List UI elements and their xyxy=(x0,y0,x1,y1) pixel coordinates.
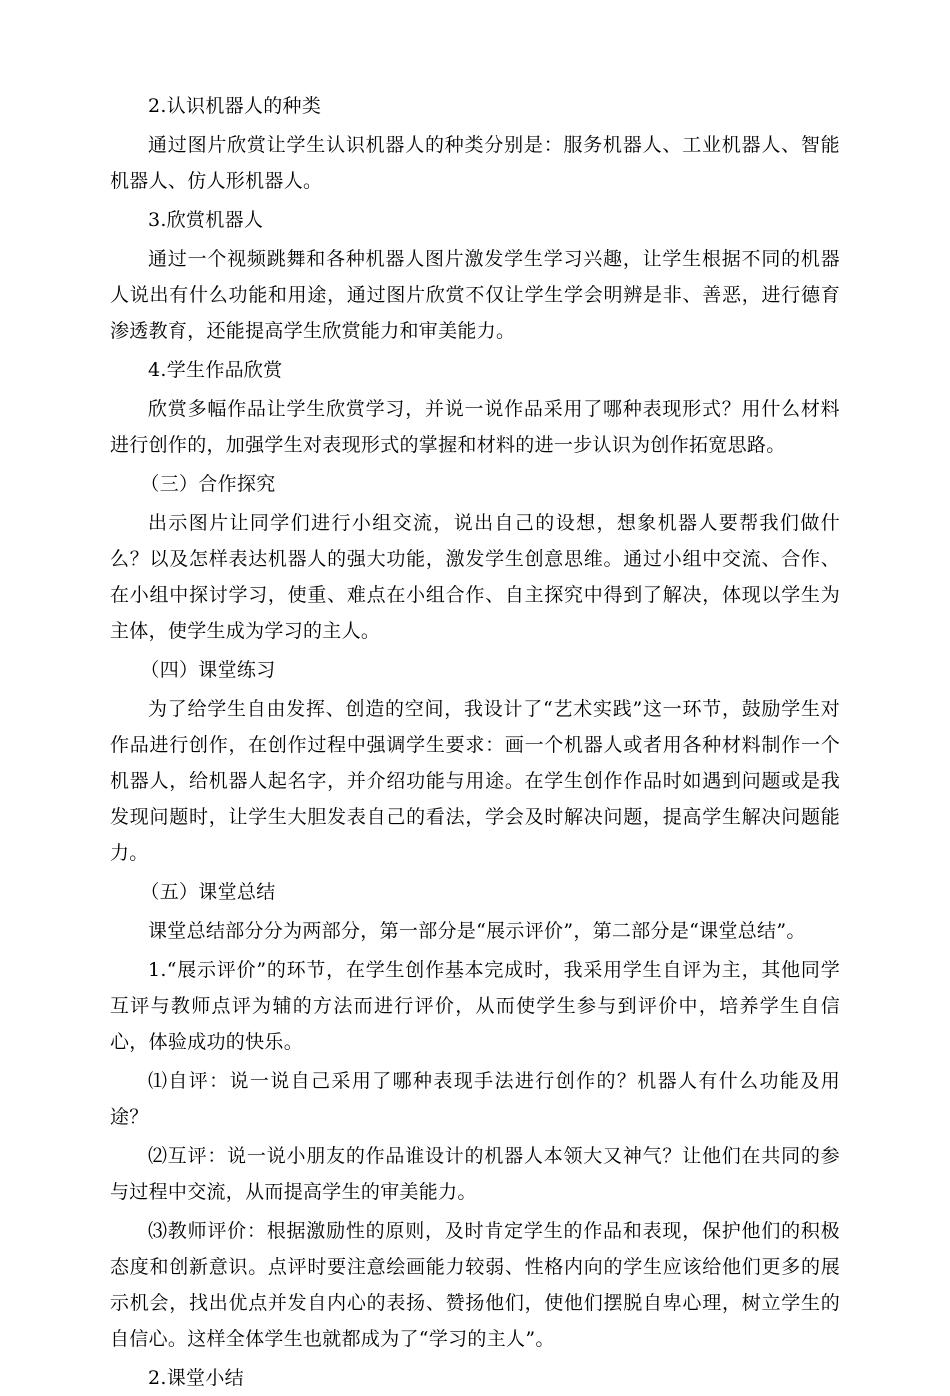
heading-appreciate-robots: 3.欣赏机器人 xyxy=(148,209,264,231)
section-cooperative-inquiry: （三）合作探究 xyxy=(140,473,276,495)
paragraph-teacher-evaluation: ⑶教师评价：根据激励性的原则，及时肯定学生的作品和表现，保护他们的积极态度和创新意识。点评时要注意绘画能力较弱、性格内向的学生应该给他们更多的展示机会，找出优点并发自内心的表扬、赞扬他们，使他们摆脱自卑心理，树立学生的自信心。这样全体学生也就都成为了“学习的主人”。 xyxy=(110,1220,840,1350)
paragraph-self-evaluation: ⑴自评：说一说自己采用了哪种表现手法进行创作的？机器人有什么功能及用途？ xyxy=(110,1070,840,1128)
paragraph-classroom-practice: 为了给学生自由发挥、创造的空间，我设计了“艺术实践”这一环节，鼓励学生对作品进行创作，在创作过程中强调学生要求：画一个机器人或者用各种材料制作一个机器人，给机器人起名字，并介绍功能与用途。在学生创作作品时如遇到问题或是我发现问题时，让学生大胆发表自己的看法，学会及时解决问题，提高学生解决问题能力。 xyxy=(110,698,840,864)
heading-student-works: 4.学生作品欣赏 xyxy=(148,359,283,381)
paragraph-peer-evaluation: ⑵互评：说一说小朋友的作品谁设计的机器人本领大又神气？让他们在共同的参与过程中交流，从而提高学生的审美能力。 xyxy=(110,1145,840,1203)
paragraph-summary-parts: 课堂总结部分分为两部分，第一部分是“展示评价”，第二部分是“课堂总结”。 xyxy=(148,920,806,942)
paragraph-student-works: 欣赏多幅作品让学生欣赏学习，并说一说作品采用了哪种表现形式？用什么材料进行创作的，加强学生对表现形式的掌握和材料的进一步认识为创作拓宽思路。 xyxy=(110,398,840,456)
section-classroom-summary: （五）课堂总结 xyxy=(140,881,276,903)
section-classroom-practice: （四）课堂练习 xyxy=(140,659,276,681)
paragraph-appreciate-robots: 通过一个视频跳舞和各种机器人图片激发学生学习兴趣，让学生根据不同的机器人说出有什么功能和用途，通过图片欣赏不仅让学生学会明辨是非、善恶，进行德育渗透教育，还能提高学生欣赏能力和审美能力。 xyxy=(110,248,840,342)
paragraph-cooperative-inquiry: 出示图片让同学们进行小组交流，说出自己的设想，想象机器人要帮我们做什么？以及怎样表达机器人的强大功能，激发学生创意思维。通过小组中交流、合作、在小组中探讨学习，使重、难点在小组合作、自主探究中得到了解决，体现以学生为主体，使学生成为学习的主人。 xyxy=(110,512,840,642)
paragraph-display-evaluation: 1.“展示评价”的环节，在学生创作基本完成时，我采用学生自评为主，其他同学互评与教师点评为辅的方法而进行评价，从而使学生参与到评价中，培养学生自信心，体验成功的快乐。 xyxy=(110,959,840,1053)
heading-robot-types: 2.认识机器人的种类 xyxy=(148,95,322,117)
paragraph-robot-types: 通过图片欣赏让学生认识机器人的种类分别是：服务机器人、工业机器人、智能机器人、仿人形机器人。 xyxy=(110,134,840,192)
heading-class-summary: 2.课堂小结 xyxy=(148,1367,244,1389)
